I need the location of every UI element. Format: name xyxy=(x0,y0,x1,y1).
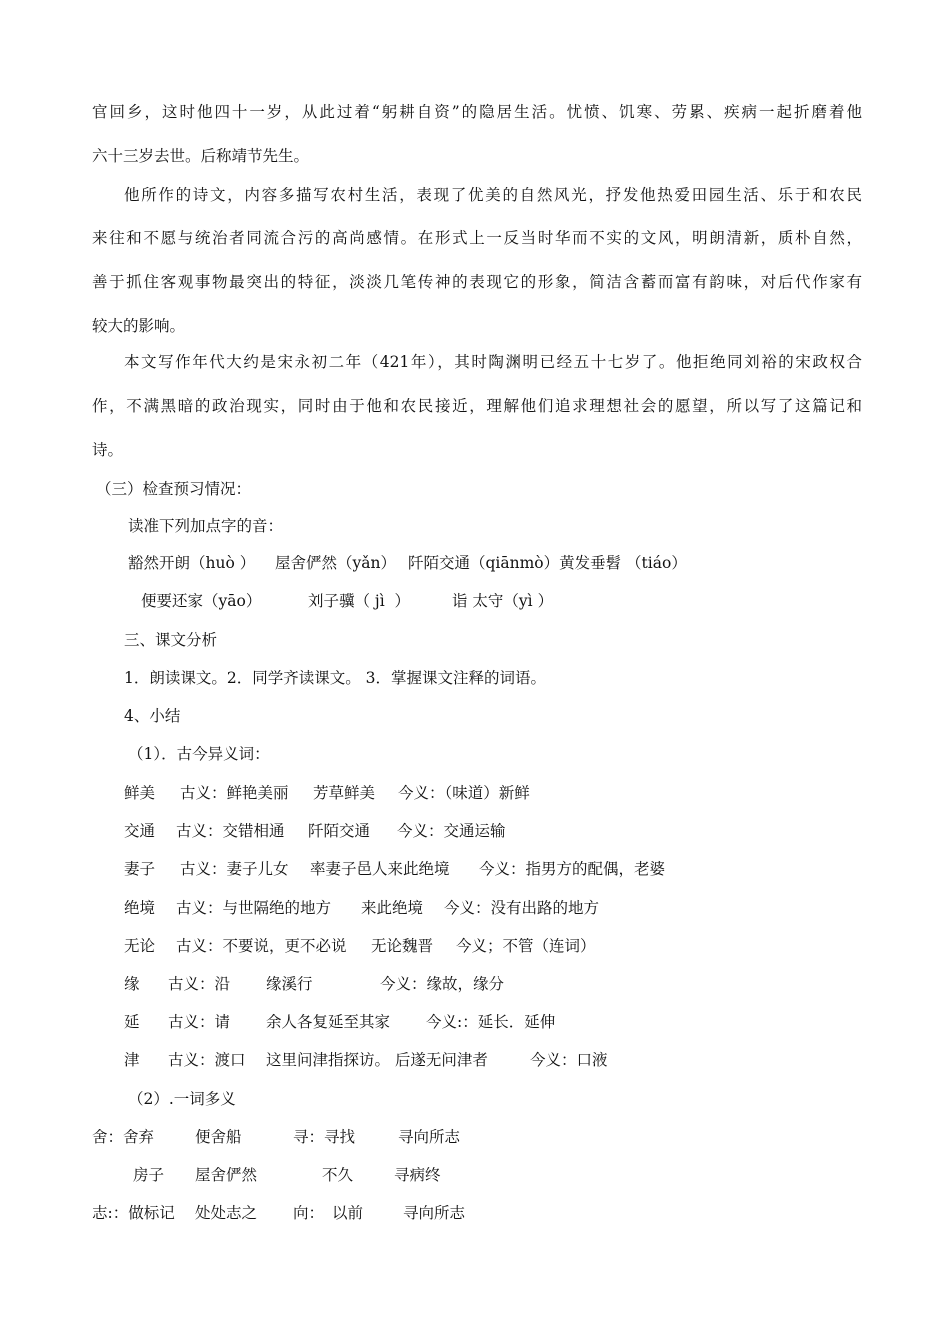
word-example: 率妻子邑人来此绝境 xyxy=(310,860,450,878)
pronunciation-item: 诣 太守（yì ） xyxy=(452,592,554,610)
pronunciation-item: 便要还家（yāo） xyxy=(141,592,262,610)
section-heading-preview: （三）检查预习情况： xyxy=(96,480,252,498)
archaic-words-heading: （1）．古今异义词： xyxy=(128,745,270,763)
polysemy-example: 屋舍俨然 xyxy=(195,1166,258,1184)
polysemy-entry: 向： xyxy=(293,1204,325,1222)
word-ancient-meaning: 古义：与世隔绝的地方 xyxy=(176,899,332,917)
para2-line-1: 他所作的诗文，内容多描写农村生活，表现了优美的自然风光，抒发他热爱田园生活、乐于和农民 xyxy=(124,186,862,204)
word-modern-meaning: 今义：（味道）新鲜 xyxy=(398,784,530,802)
para3-line-3: 诗。 xyxy=(92,441,124,459)
word-ancient-meaning: 古义：沿 xyxy=(168,975,231,993)
word-term: 鲜美 xyxy=(124,784,156,802)
polysemy-example: 寻向所志 xyxy=(403,1204,466,1222)
word-example: 余人各复延至其家 xyxy=(266,1013,391,1031)
polysemy-entry: 房子 xyxy=(133,1166,165,1184)
polysemy-example: 处处志之 xyxy=(195,1204,258,1222)
word-ancient-meaning: 古义：妻子儿女 xyxy=(180,860,289,878)
polysemy-entry: 寻：寻找 xyxy=(293,1128,356,1146)
pronunciation-instruction: 读准下列加点字的音： xyxy=(128,517,284,535)
para3-line-1: 本文写作年代大约是宋永初二年（421年），其时陶渊明已经五十七岁了。他拒绝同刘裕的宋政权合 xyxy=(124,353,862,371)
word-ancient-meaning: 古义：交错相通 xyxy=(176,822,285,840)
word-modern-meaning: 今义:：延长．延伸 xyxy=(426,1013,556,1031)
section-heading-analysis: 三、课文分析 xyxy=(124,631,218,649)
word-term: 绝境 xyxy=(124,899,156,917)
polysemy-example: 寻向所志 xyxy=(398,1128,461,1146)
analysis-steps: 1．朗读课文。2．同学齐读课文。 3．掌握课文注释的词语。 xyxy=(124,669,547,687)
polysemy-entry: 舍：舍弃 xyxy=(92,1128,155,1146)
word-example: 缘溪行 xyxy=(266,975,313,993)
word-modern-meaning: 今义：没有出路的地方 xyxy=(444,899,600,917)
polysemy-entry: 不久 xyxy=(322,1166,354,1184)
word-modern-meaning: 今义：交通运输 xyxy=(397,822,506,840)
para1-line-1: 官回乡，这时他四十一岁，从此过着“躬耕自资”的隐居生活。忧愤、饥寒、劳累、疾病一起折磨着他 xyxy=(92,103,862,121)
word-example: 阡陌交通 xyxy=(308,822,371,840)
polysemy-heading: （2）.一词多义 xyxy=(128,1090,236,1108)
word-example: 来此绝境 xyxy=(361,899,424,917)
para1-line-2: 六十三岁去世。后称靖节先生。 xyxy=(92,147,310,165)
word-term: 交通 xyxy=(124,822,156,840)
para2-line-2: 来往和不愿与统治者同流合污的高尚感情。在形式上一反当时华而不实的文风，明朗清新，质朴自然， xyxy=(92,229,862,247)
polysemy-example: 寻病终 xyxy=(394,1166,441,1184)
word-ancient-meaning: 古义：鲜艳美丽 xyxy=(180,784,289,802)
para2-line-3: 善于抓住客观事物最突出的特征，淡淡几笔传神的表现它的形象，简洁含蓄而富有韵味，对后代作家有 xyxy=(92,273,862,291)
polysemy-entry: 志:：做标记 xyxy=(92,1204,175,1222)
para2-line-4: 较大的影响。 xyxy=(92,317,186,335)
word-modern-meaning: 今义：口液 xyxy=(530,1051,608,1069)
word-term: 无论 xyxy=(124,937,156,955)
polysemy-example: 便舍船 xyxy=(195,1128,242,1146)
pronunciation-item: 阡陌交通（qiānmò）黄发垂髫 （tiáo） xyxy=(408,554,687,572)
para3-line-2: 作，不满黑暗的政治现实，同时由于他和农民接近，理解他们追求理想社会的愿望，所以写了这篇记和 xyxy=(92,397,862,415)
pronunciation-item: 刘子骥（ jì ） xyxy=(308,592,411,610)
word-example: 无论魏晋 xyxy=(371,937,434,955)
word-modern-meaning: 今义：缘故，缘分 xyxy=(380,975,505,993)
word-ancient-meaning: 古义：不要说，更不必说 xyxy=(176,937,347,955)
word-ancient-meaning: 古义：渡口 xyxy=(168,1051,246,1069)
word-modern-meaning: 今义；不管（连词） xyxy=(456,937,596,955)
polysemy-entry: 以前 xyxy=(332,1204,364,1222)
word-term: 延 xyxy=(124,1013,140,1031)
pronunciation-item: 屋舍俨然（yǎn） xyxy=(275,554,396,572)
word-example: 芳草鲜美 xyxy=(313,784,376,802)
word-modern-meaning: 今义：指男方的配偶，老婆 xyxy=(479,860,666,878)
summary-heading: 4、小结 xyxy=(124,707,181,725)
word-example: 这里问津指探访。 后遂无问津者 xyxy=(266,1051,488,1069)
word-ancient-meaning: 古义：请 xyxy=(168,1013,231,1031)
word-term: 津 xyxy=(124,1051,140,1069)
word-term: 缘 xyxy=(124,975,140,993)
pronunciation-item: 豁然开朗（huò ） xyxy=(128,554,256,572)
word-term: 妻子 xyxy=(124,860,156,878)
